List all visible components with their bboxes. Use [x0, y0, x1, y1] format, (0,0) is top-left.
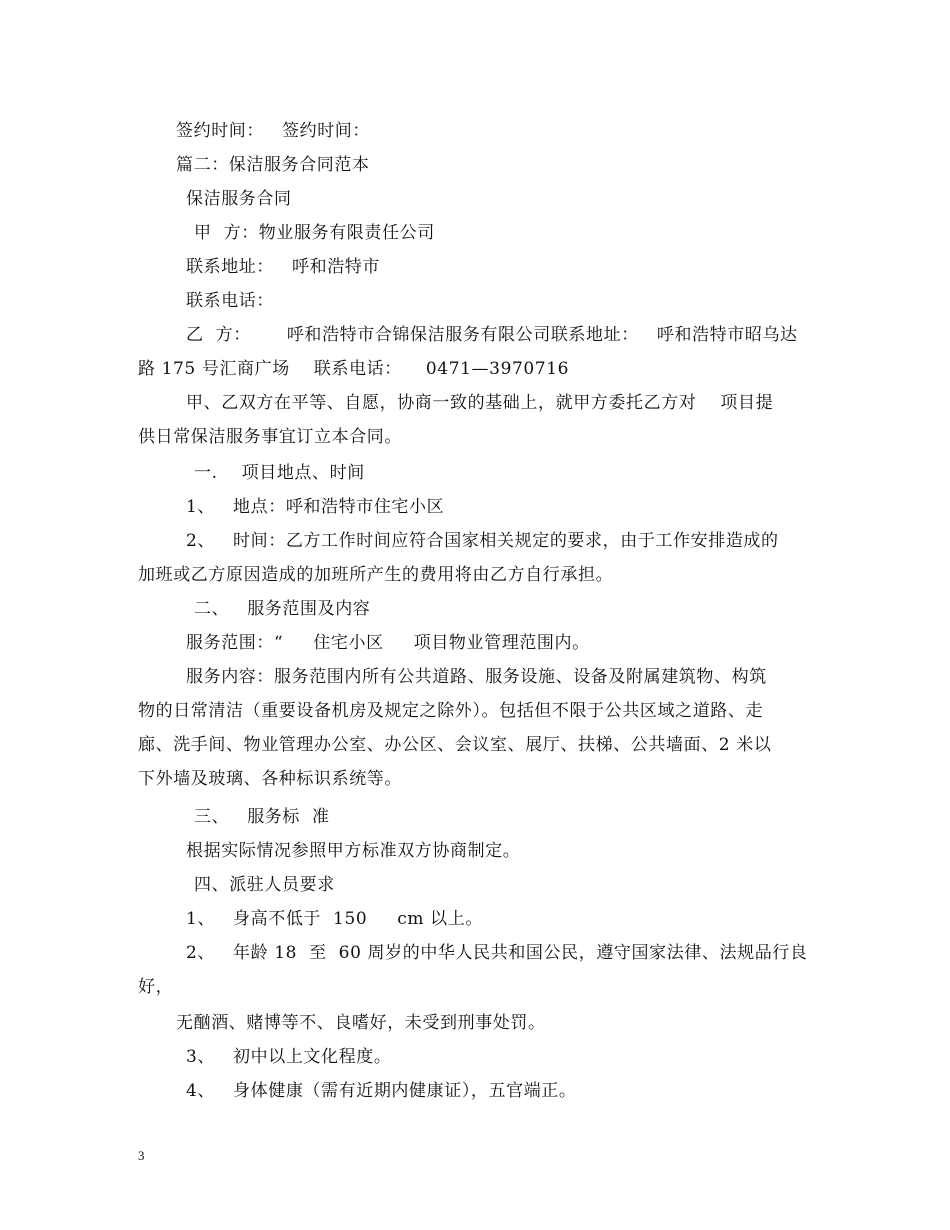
staff-requirement-item: 2、 年龄 18 至 60 周岁的中华人民共和国公民，遵守国家法律、法规品行良	[186, 943, 808, 963]
staff-requirement-item: 4、 身体健康（需有近期内健康证），五官端正。	[186, 1081, 577, 1101]
party-b-line: 乙 方： 呼和浩特市合锦保洁服务有限公司联系地址： 呼和浩特市昭乌达	[186, 325, 798, 345]
service-standard-line: 根据实际情况参照甲方标准双方协商制定。	[186, 841, 521, 861]
staff-requirement-continuation: 无酗酒、赌博等不、良嗜好，未受到刑事处罚。	[176, 1013, 546, 1033]
contract-title: 保洁服务合同	[186, 189, 292, 209]
time-item-continuation: 加班或乙方原因造成的加班所产生的费用将由乙方自行承担。	[138, 565, 614, 585]
section-heading: 篇二：保洁服务合同范本	[176, 155, 370, 175]
signing-time-line: 签约时间： 签约时间：	[176, 121, 371, 141]
page-number: 3	[138, 1148, 145, 1163]
section-one-heading: 一. 项目地点、时间	[194, 463, 365, 483]
party-a-line: 甲 方：物业服务有限责任公司	[194, 223, 435, 243]
party-a-phone-line: 联系电话：	[186, 291, 274, 311]
service-content-line: 廊、洗手间、物业管理办公室、办公区、会议室、展厅、扶梯、公共墙面、2 米以	[138, 735, 772, 755]
section-two-heading: 二、 服务范围及内容	[194, 599, 371, 619]
section-four-heading: 四、派驻人员要求	[194, 875, 335, 895]
party-a-address-line: 联系地址： 呼和浩特市	[186, 257, 381, 277]
staff-requirement-item: 3、 初中以上文化程度。	[186, 1047, 392, 1067]
service-scope-line: 服务范围：“ 住宅小区 项目物业管理范围内。	[186, 633, 590, 653]
section-three-heading: 三、 服务标 准	[194, 807, 330, 827]
staff-requirement-item: 1、 身高不低于 150 cm 以上。	[186, 909, 483, 929]
location-item: 1、 地点：呼和浩特市住宅小区	[186, 497, 445, 517]
service-content-line: 服务内容：服务范围内所有公共道路、服务设施、设备及附属建筑物、构筑	[186, 667, 767, 687]
party-b-address-line: 路 175 号汇商广场 联系电话： 0471—3970716	[138, 359, 570, 379]
service-content-line: 下外墙及玻璃、各种标识系统等。	[138, 769, 402, 789]
service-content-line: 物的日常清洁（重要设备机房及规定之除外）。包括但不限于公共区域之道路、走	[138, 701, 764, 721]
time-item: 2、 时间：乙方工作时间应符合国家相关规定的要求，由于工作安排造成的	[186, 531, 779, 551]
staff-requirement-continuation: 好，	[138, 977, 174, 997]
agreement-paragraph-line: 甲、乙双方在平等、自愿，协商一致的基础上，就甲方委托乙方对 项目提	[186, 393, 774, 413]
agreement-paragraph-line: 供日常保洁服务事宜订立本合同。	[138, 427, 402, 447]
